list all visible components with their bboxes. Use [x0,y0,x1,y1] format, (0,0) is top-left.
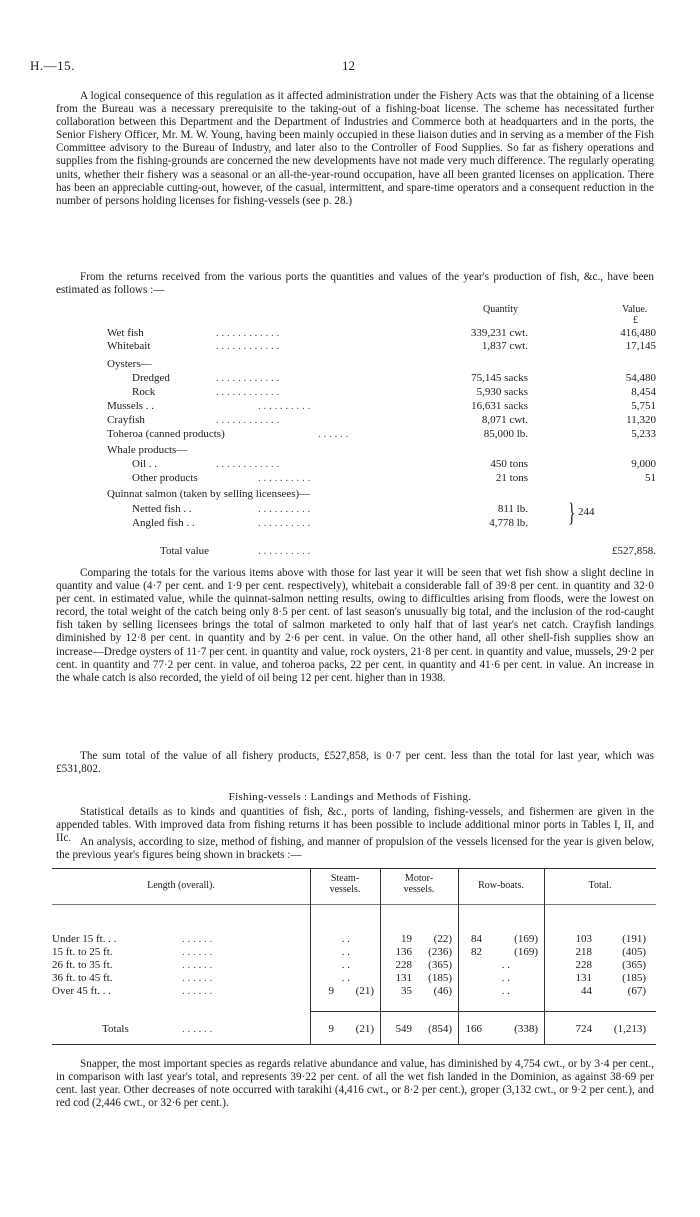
header-motor-vessels: Motor-vessels. [403,873,435,895]
row-label-36-45: 36 ft. to 45 ft. [52,972,113,984]
section-heading: Fishing-vessels : Landings and Methods of Fishing. [228,791,472,803]
document-reference: H.—15. [30,58,75,73]
table-rule [310,1011,656,1012]
production-row: Crayfish . . . . . . . . . . . . 8,071 cwt. 11,320 [107,414,656,426]
total-prev: (365) [622,959,646,971]
motor-total-prev: (854) [428,1023,452,1035]
paragraph-returns-intro: From the returns received from the various ports the quantities and values of the year's production of fish, &c., have been estimated as follows :— [56,271,654,297]
motor-prev: (185) [428,972,452,984]
motor-count: 131 [395,972,412,984]
total-count: 228 [575,959,592,971]
production-row: Netted fish . . . . . . . . . . . . 811 lb. [132,503,528,515]
header-row-boats: Row-boats. [478,880,524,891]
steam-total: 9 [328,1023,334,1035]
row-boat-count: 82 [471,946,482,958]
total-count: 218 [575,946,592,958]
motor-count: 228 [395,959,412,971]
production-value-unit: £ [633,315,638,326]
production-value-header: Value. [622,304,648,315]
production-row: Oil . . . . . . . . . . . . . . 450 tons 9,000 [132,458,656,470]
row-label-15-25: 15 ft. to 25 ft. [52,946,113,958]
total-count: 103 [575,933,592,945]
production-total-row: Total value . . . . . . . . . . £527,858. [160,545,656,557]
paragraph-licensing: A logical consequence of this regulation as it affected administration under the Fishery Acts was that the obtaining of a license from the Bureau was a necessary prerequisite to the taking-out of a fishing-boat license. The scheme has necessitated further collaboration between this Department and the Department of Industries and Commerce both at headquarters and in the ports, the Senior Fishery Officer, Mr. M. W. Young, having been mainly occupied in these liaison duties and in serving as a member of the Fish Committee advisory to the Bureau of Industry, and later also to the Controller of Food Supplies. So far as fishery operations and supplies from the fishing-grounds are concerned the new developments have not made very much difference. The regularly operating units, whether their fishery was a seasonal or an all-the-year-round occupation, have all been granted licenses on application. There has been an appreciable cutting-out, however, of the casual, intermittent, and spare-time operators and a consequent reduction in the number of persons holding licenses for fishing-vessels (see p. 28.) [56,90,654,207]
production-row: Whitebait . . . . . . . . . . . . 1,837 cwt. 17,145 [107,340,656,352]
production-quantity-header: Quantity [483,304,518,315]
total-prev: (405) [622,946,646,958]
motor-count: 19 [401,933,412,945]
totals-label: Totals [102,1023,129,1035]
steam-prev: (21) [355,985,374,997]
paragraph-statistical-details: Statistical details as to kinds and quantities of fish, &c., ports of landing, fishing-vessels, and fishermen are given in the appended tables. With improved data from fishing returns it has been possible to include additional minor ports in Tables I, II, and IIc. [56,806,654,845]
row-boat-prev: (169) [514,946,538,958]
production-row: Angled fish . . . . . . . . . . . . 4,778 lb. [132,517,528,529]
production-row: Wet fish . . . . . . . . . . . . 339,231 cwt. 416,480 [107,327,656,339]
table-column-rule [380,868,381,1044]
production-row: Oysters— [107,358,152,370]
page-number: 12 [342,58,355,73]
row-label-under-15: Under 15 ft. . . [52,933,117,945]
production-row: Toheroa (canned products) . . . . . . 85,000 lb. 5,233 [107,428,656,440]
paragraph-analysis-intro: An analysis, according to size, method of fishing, and manner of propulsion of the vessels licensed for the year is given below, the previous year's figures being shown in brackets :— [56,836,654,862]
row-boat-count: . . [501,985,510,997]
steam-total-prev: (21) [355,1023,374,1035]
row-label-26-35: 26 ft. to 35 ft. [52,959,113,971]
row-boat-count: 84 [471,933,482,945]
table-rule [52,868,656,869]
total-prev: (191) [622,933,646,945]
row-boat-total-prev: (338) [514,1023,538,1035]
production-row: Quinnat salmon (taken by selling licensees)— [107,488,311,500]
steam-count: . . [341,933,350,945]
production-row: Mussels . . . . . . . . . . . . 16,631 sacks 5,751 [107,400,656,412]
brace-icon: } [568,498,576,527]
steam-count: 9 [328,985,334,997]
total-count: 131 [575,972,592,984]
row-dots: . . . . . . [182,972,213,984]
steam-count: . . [341,946,350,958]
row-boat-prev: (169) [514,933,538,945]
production-row: Rock . . . . . . . . . . . . 5,930 sacks 8,454 [132,386,656,398]
total-prev: (67) [627,985,646,997]
table-column-rule [458,868,459,1044]
paragraph-sum-total: The sum total of the value of all fishery products, £527,858, is 0·7 per cent. less than the total for last year, which was £531,802. [56,750,654,776]
total-count: 44 [581,985,592,997]
motor-total: 549 [395,1023,412,1035]
salmon-combined-value: 244 [578,506,595,518]
header-steam-vessels: Steam-vessels. [329,873,361,895]
grand-total-prev: (1,213) [613,1023,646,1035]
production-row: Whale products— [107,444,188,456]
grand-total: 724 [575,1023,592,1035]
total-prev: (185) [622,972,646,984]
row-boat-count: . . [501,959,510,971]
row-dots: . . . . . . [182,946,213,958]
row-boat-total: 166 [465,1023,482,1035]
production-row: Dredged . . . . . . . . . . . . 75,145 sacks 54,480 [132,372,656,384]
motor-prev: (22) [433,933,452,945]
row-dots: . . . . . . [182,1023,213,1035]
paragraph-comparison: Comparing the totals for the various items above with those for last year it will be seen that wet fish show a slight decline in quantity and value (4·7 per cent. and 1·9 per cent. respectively), whitebait a considerable fall of 39·8 per cent. in quantity and 32·0 per cent. in estimated value, while the quinnat-salmon netting results, owing to difficulties arising from floods, were the lowest on record, the total weight of the catch being only 8·5 per cent. of last season's unusually big total, and the inclusion of the rod-caught fish taken by selling licensees brings the total of salmon marketed to only half that of last year's net catch. Crayfish landings diminished by 12·8 per cent. in quantity and by 2·6 per cent. in value. On the other hand, all other shell-fish supplies show an increase—Dredge oysters of 11·7 per cent. in quantity and value, rock oysters, 21·8 per cent. in quantity and value, mussels, 29·2 per cent. in quantity and 77·2 per cent. in value, and toheroa packs, 22 per cent. in quantity and 41·6 per cent. in value. An increase in the whale catch is also recorded, the yield of oil being 12 per cent. higher than in 1938. [56,567,654,684]
header-length: Length (overall). [147,880,215,891]
table-column-rule [544,868,545,1044]
motor-prev: (46) [433,985,452,997]
motor-count: 35 [401,985,412,997]
motor-prev: (365) [428,959,452,971]
header-total: Total. [588,880,612,891]
vessels-table [52,868,656,1046]
table-rule [52,904,656,905]
steam-count: . . [341,972,350,984]
table-rule [52,1044,656,1045]
motor-prev: (236) [428,946,452,958]
row-dots: . . . . . . [182,985,213,997]
table-column-rule [310,868,311,1044]
row-boat-count: . . [501,972,510,984]
row-dots: . . . . . . [182,933,213,945]
steam-count: . . [341,959,350,971]
paragraph-snapper: Snapper, the most important species as regards relative abundance and value, has diminished by 4,754 cwt., or by 3·4 per cent., in comparison with last year's total, and represents 39·22 per cent. of all the wet fish landed in the Dominion, as against 38·69 per cent. last year. Other decreases of note occurred with tarakihi (4,416 cwt., or 8·2 per cent.), groper (3,132 cwt., or 9·2 per cent.), and red cod (2,446 cwt., or 32·6 per cent.). [56,1058,654,1110]
row-label-over-45: Over 45 ft. . . [52,985,111,997]
production-row: Other products . . . . . . . . . . 21 tons 51 [132,472,656,484]
motor-count: 136 [395,946,412,958]
row-dots: . . . . . . [182,959,213,971]
